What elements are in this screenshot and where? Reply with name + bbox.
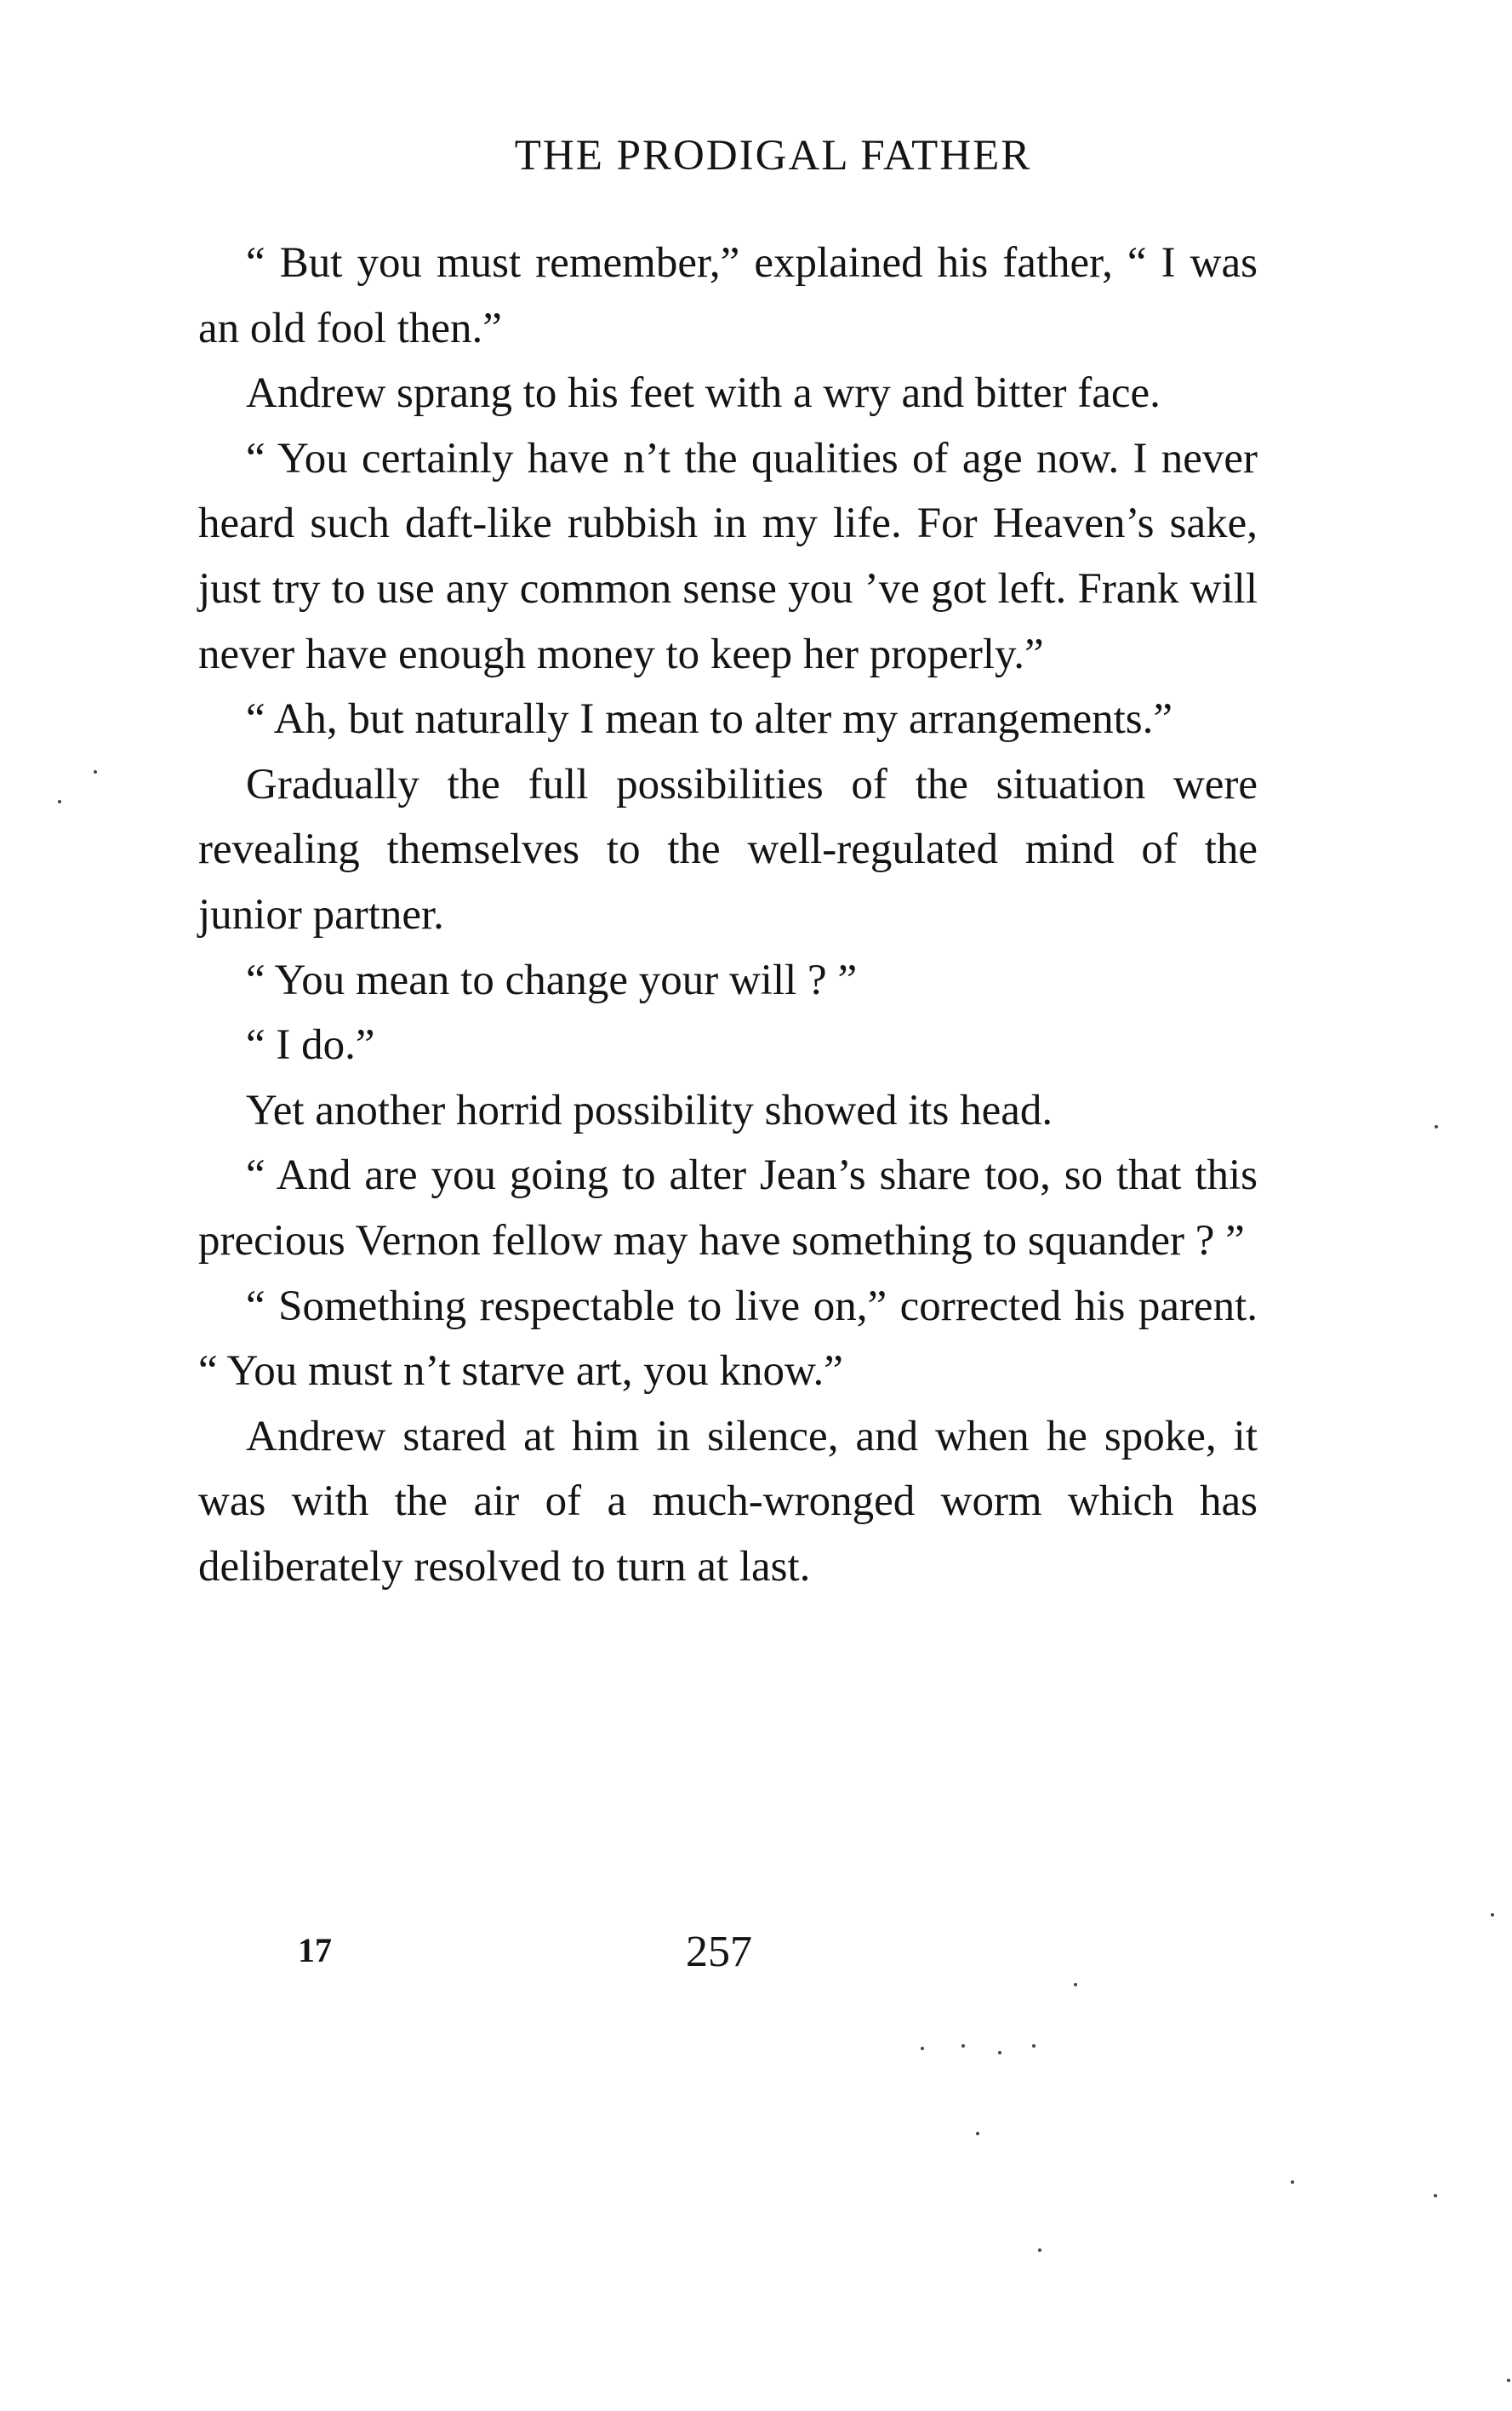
paragraph: Yet another horrid possibility showed its head.	[246, 1086, 1053, 1134]
print-speck	[1435, 1125, 1438, 1128]
paragraph: “ I do.”	[246, 1021, 375, 1070]
print-speck	[58, 800, 61, 803]
print-speck	[1038, 2248, 1041, 2252]
paragraph: “ You certainly have n’t the qualities of age now. I never heard such daft-like rubbish in my life. For Heaven’s sake, just try to use any common sense you ’ve got left. Frank will never have enough money to keep her properly.”	[198, 434, 1258, 678]
print-speck	[961, 2044, 965, 2048]
paragraph: Andrew stared at him in silence, and when he spoke, it was with the air of a much-wronged worm which has deliberately resolved to turn at last.	[198, 1412, 1258, 1591]
page-number: 257	[686, 1928, 752, 1976]
print-speck	[921, 2047, 924, 2050]
print-speck	[998, 2051, 1001, 2054]
print-speck	[94, 770, 97, 774]
paragraph: “ And are you going to alter Jean’s share too, so that this precious Vernon fellow may have something to squander ? ”	[198, 1151, 1258, 1265]
paragraph: “ Ah, but naturally I mean to alter my arrangements.”	[246, 695, 1173, 744]
print-speck	[976, 2132, 979, 2135]
signature-mark: 17	[298, 1931, 332, 1969]
paragraph: Gradually the full possibilities of the situation were revealing themselves to the well-regulated mind of the junior partner.	[198, 760, 1258, 939]
paragraph: “ Something respectable to live on,” corrected his parent. “ You must n’t starve art, you know.”	[198, 1282, 1258, 1396]
print-speck	[1291, 2180, 1294, 2184]
paragraph: “ But you must remember,” explained his father, “ I was an old fool then.”	[198, 239, 1258, 352]
paragraph: “ You mean to change your will ? ”	[246, 956, 858, 1004]
print-speck	[1434, 2194, 1437, 2197]
body-text	[198, 231, 1258, 1599]
print-speck	[1032, 2044, 1036, 2048]
paragraph: Andrew sprang to his feet with a wry and bitter face.	[246, 369, 1161, 418]
print-speck	[1074, 1983, 1077, 1986]
print-speck	[1507, 2379, 1510, 2382]
running-head: THE PRODIGAL FATHER	[514, 132, 1032, 180]
print-speck	[1491, 1913, 1494, 1917]
